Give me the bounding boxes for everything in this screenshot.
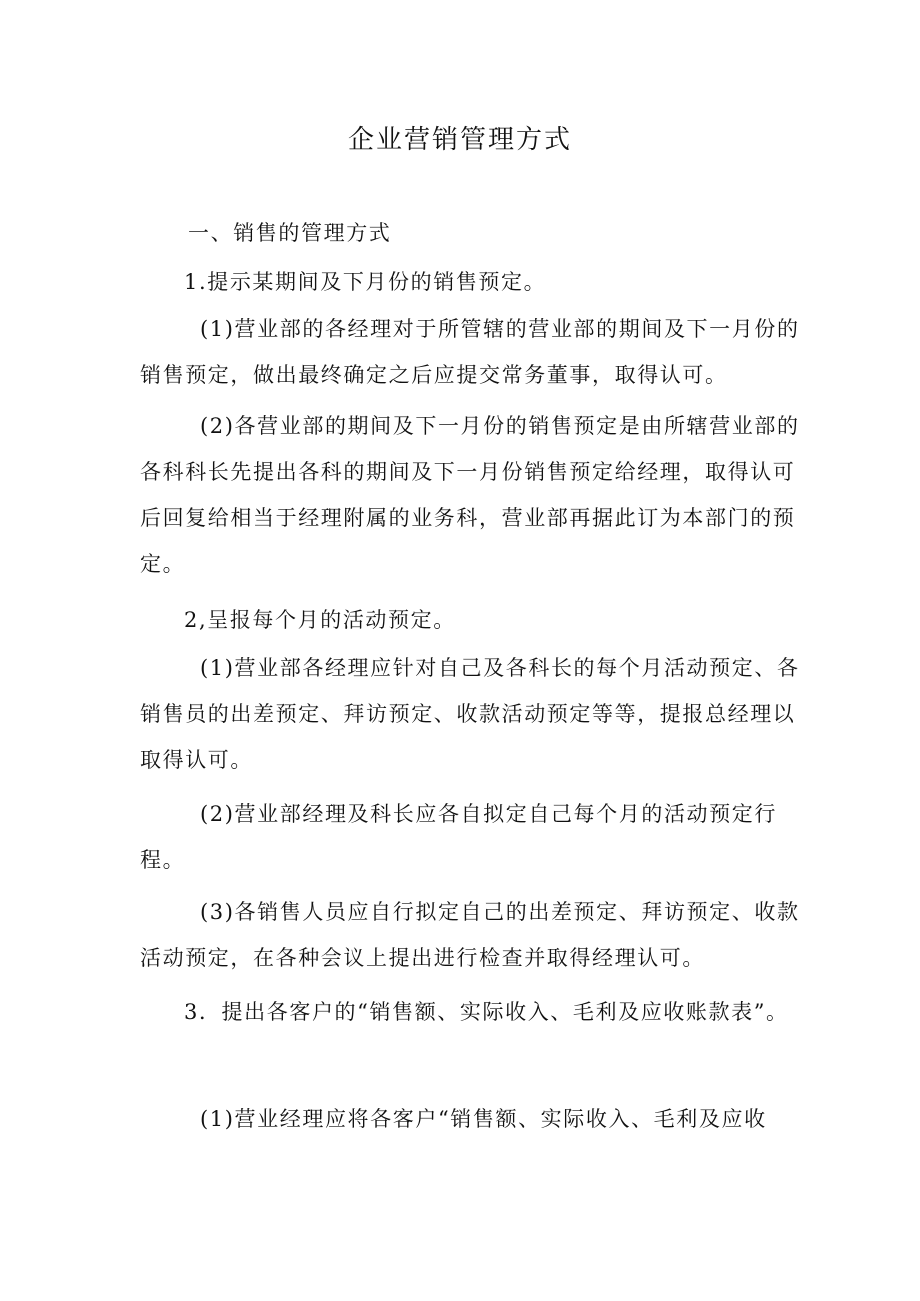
item-2-sub-2: (2)营业部经理及科长应各自拟定自己每个月的活动预定行程。: [140, 802, 777, 872]
section-heading-sales-management: 一、销售的管理方式: [188, 221, 392, 245]
item-2-heading: 2,呈报每个月的活动预定。: [184, 608, 456, 632]
item-1-heading: 1.提示某期间及下月份的销售预定。: [184, 270, 547, 294]
item-2-sub-3: (3)各销售人员应自行拟定自己的出差预定、拜访预定、收款活动预定，在各种会议上提出进行检查并取得经理认可。: [140, 900, 800, 970]
item-1-sub-1: (1)营业部的各经理对于所管辖的营业部的期间及下一月份的销售预定，做出最终确定之后应提交常务董事，取得认可。: [140, 317, 800, 387]
item-1-sub-2: (2)各营业部的期间及下一月份的销售预定是由所辖营业部的各科科长先提出各科的期间及下一月份销售预定给经理，取得认可后回复给相当于经理附属的业务科，营业部再据此订为本部门的预定。: [140, 414, 800, 576]
document-title: 企业营销管理方式: [347, 125, 572, 155]
item-3-heading: 3．提出各客户的“销售额、实际收入、毛利及应收账款表”。: [184, 1000, 789, 1024]
item-2-sub-1: (1)营业部各经理应针对自己及各科长的每个月活动预定、各销售员的出差预定、拜访预定、收款活动预定等等，提报总经理以取得认可。: [140, 656, 800, 772]
item-3-sub-1: (1)营业经理应将各客户“销售额、实际收入、毛利及应收: [200, 1107, 767, 1131]
